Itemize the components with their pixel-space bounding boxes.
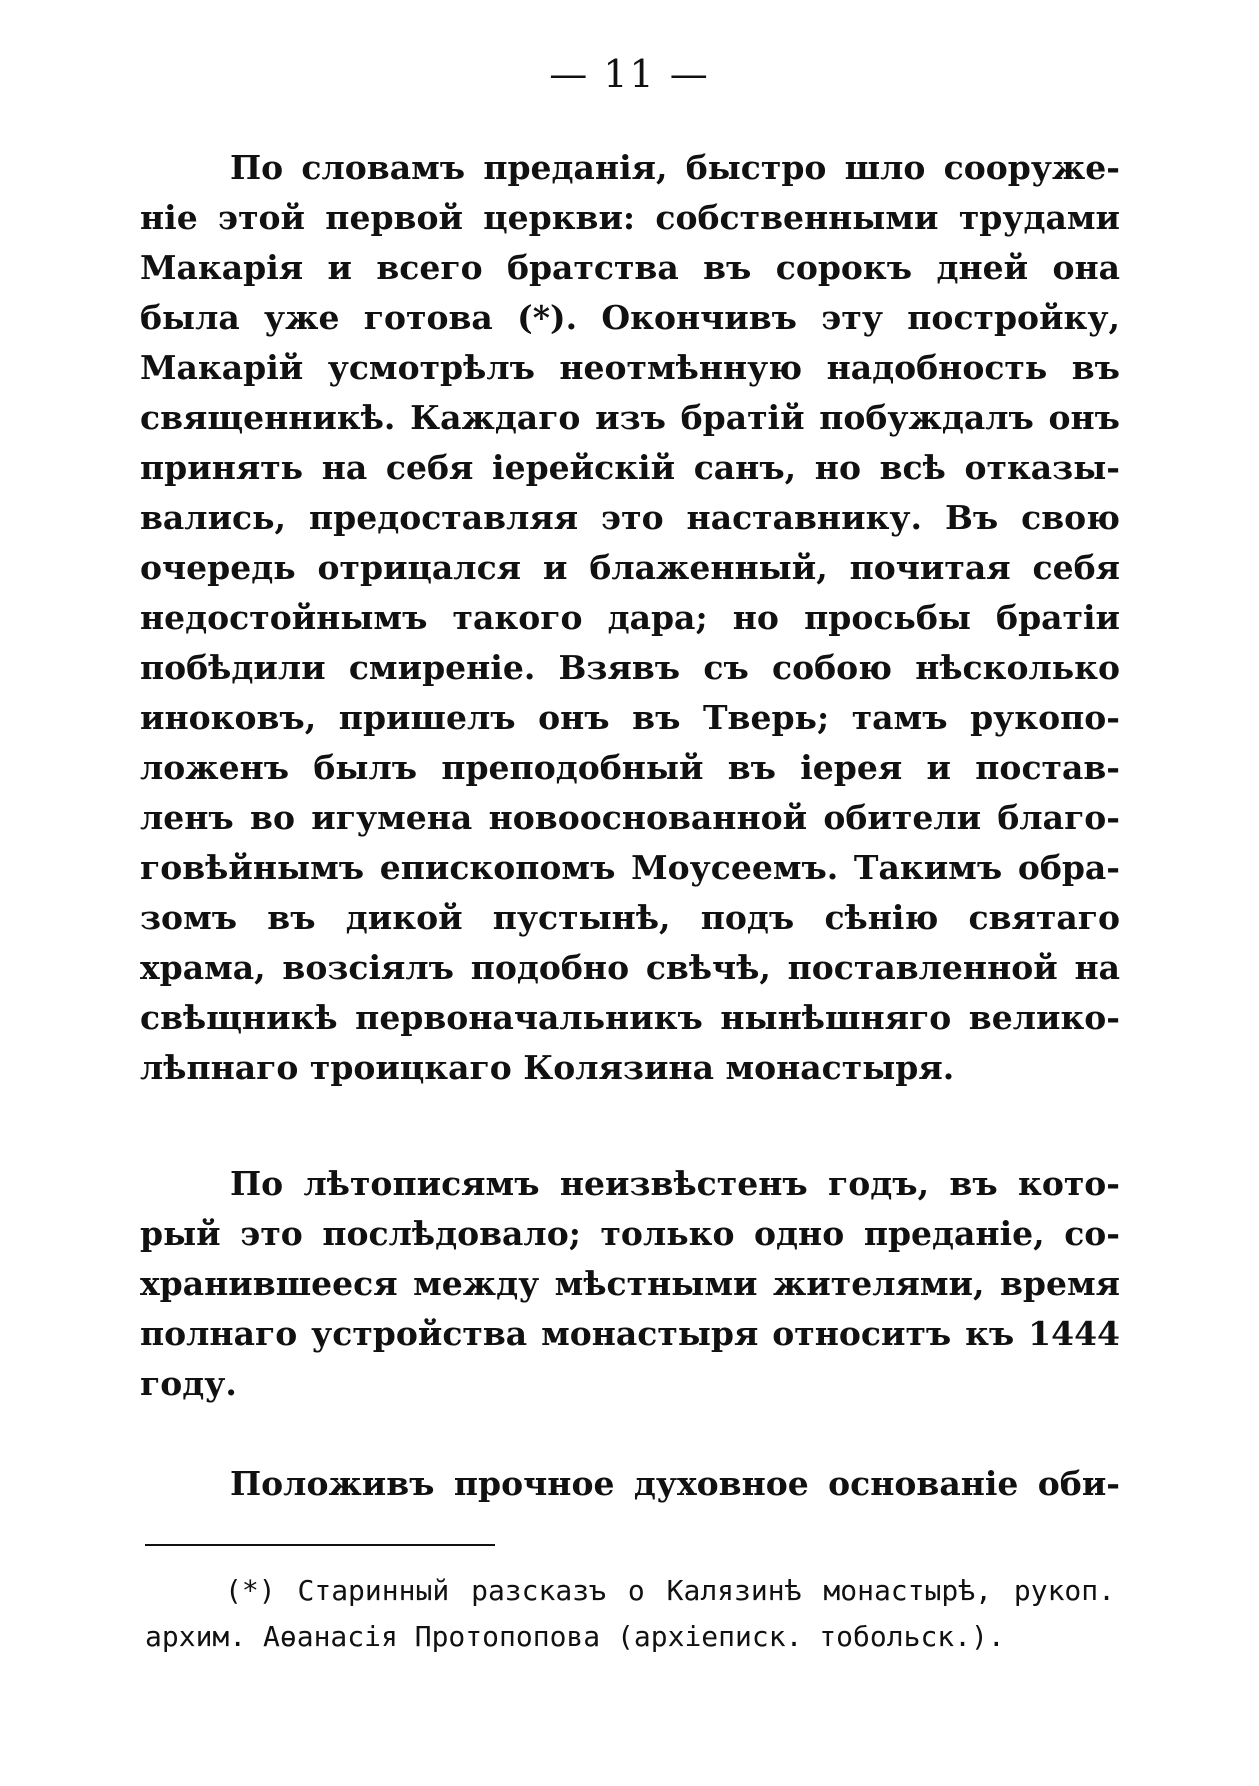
text-line: Макарій усмотрѣлъ неотмѣнную надобность въ bbox=[140, 348, 1120, 387]
text-line: ложенъ былъ преподобный въ іерея и постав- bbox=[140, 748, 1120, 787]
text-line: недостойнымъ такого дара; но просьбы братіи bbox=[140, 598, 1120, 637]
paragraph-1 bbox=[140, 143, 1120, 1093]
text-line: хранившееся между мѣстными жителями, время bbox=[140, 1264, 1120, 1303]
paragraph-2 bbox=[140, 1159, 1120, 1409]
text-line: вались, предоставляя это наставнику. Въ свою bbox=[140, 498, 1120, 537]
text-line: была уже готова (*). Окончивъ эту постройку, bbox=[140, 298, 1120, 337]
text-line: рый это послѣдовало; только одно преданіе, со- bbox=[140, 1214, 1120, 1253]
text-line: По лѣтописямъ неизвѣстенъ годъ, въ кото- bbox=[230, 1164, 1120, 1203]
text-line: полнаго устройства монастыря относитъ къ 1444 bbox=[140, 1314, 1120, 1353]
text-line: говѣйнымъ епископомъ Моусеемъ. Такимъ обра- bbox=[140, 848, 1120, 887]
text-line: ленъ во игумена новооснованной обители благо- bbox=[140, 798, 1120, 837]
footnote-line: (*) Старинный разсказъ о Калязинѣ монастырѣ, рукоп. bbox=[225, 1574, 1115, 1607]
text-line: году. bbox=[140, 1364, 237, 1403]
text-line: священникѣ. Каждаго изъ братій побуждалъ онъ bbox=[140, 398, 1120, 437]
footnote-divider bbox=[145, 1544, 495, 1546]
text-line: очередь отрицался и блаженный, почитая себя bbox=[140, 548, 1120, 587]
text-line: лѣпнаго троицкаго Колязина монастыря. bbox=[140, 1048, 955, 1087]
text-line: принять на себя іерейскій санъ, но всѣ отказы- bbox=[140, 448, 1120, 487]
text-line: побѣдили смиреніе. Взявъ съ собою нѣсколько bbox=[140, 648, 1120, 687]
text-line: ніе этой первой церкви: собственными трудами bbox=[140, 198, 1120, 237]
text-line: Положивъ прочное духовное основаніе оби- bbox=[230, 1464, 1120, 1503]
footnote bbox=[145, 1568, 1115, 1660]
text-line: свѣщникѣ первоначальникъ нынѣшняго велико- bbox=[140, 998, 1120, 1037]
page-number: — 11 — bbox=[549, 52, 710, 96]
text-line: храма, возсіялъ подобно свѣчѣ, поставленной на bbox=[140, 948, 1120, 987]
paragraph-3 bbox=[140, 1459, 1120, 1509]
text-line: По словамъ преданія, быстро шло сооруже- bbox=[230, 148, 1120, 187]
text-line: Макарія и всего братства въ сорокъ дней она bbox=[140, 248, 1120, 287]
text-line: зомъ въ дикой пустынѣ, подъ сѣнію святаго bbox=[140, 898, 1120, 937]
footnote-line: архим. Аѳанасія Протопопова (архіеписк. тобольск.). bbox=[145, 1620, 1005, 1653]
text-line: иноковъ, пришелъ онъ въ Тверь; тамъ рукопо- bbox=[140, 698, 1120, 737]
